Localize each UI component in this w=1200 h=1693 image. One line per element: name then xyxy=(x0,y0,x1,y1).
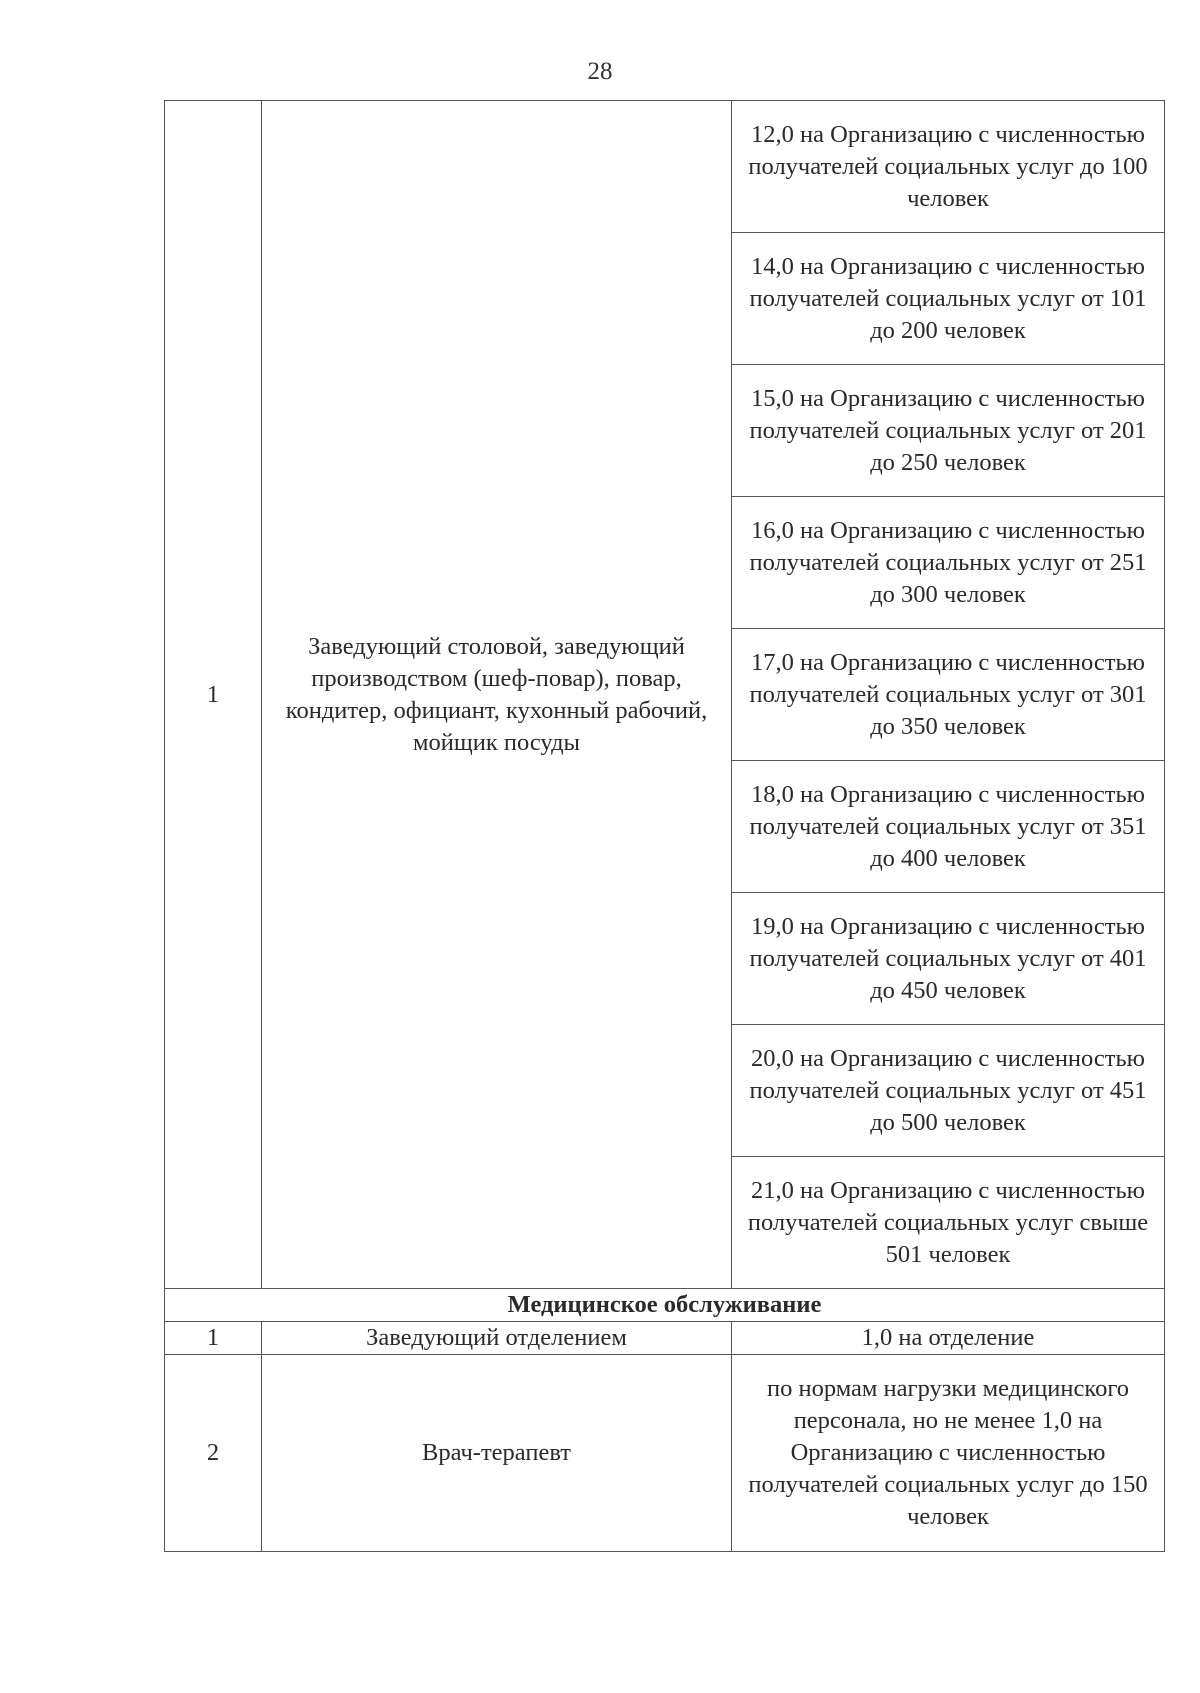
position-cell: Заведующий столовой, заведующий производством (шеф-повар), повар, кондитер, официант, кухонный рабочий, мойщик посуды xyxy=(262,101,732,1289)
position-cell: Заведующий отделением xyxy=(262,1322,732,1355)
norm-cell: 18,0 на Организацию с численностью получателей социальных услуг от 351 до 400 человек xyxy=(732,761,1165,893)
table-row xyxy=(165,101,1165,233)
table-row xyxy=(165,1355,1165,1552)
row-number-cell: 2 xyxy=(165,1355,262,1552)
row-number-cell: 1 xyxy=(165,1322,262,1355)
norm-cell: 19,0 на Организацию с численностью получателей социальных услуг от 401 до 450 человек xyxy=(732,893,1165,1025)
row-number-cell: 1 xyxy=(165,101,262,1289)
norm-cell: 17,0 на Организацию с численностью получателей социальных услуг от 301 до 350 человек xyxy=(732,629,1165,761)
norm-cell: 16,0 на Организацию с численностью получателей социальных услуг от 251 до 300 человек xyxy=(732,497,1165,629)
staff-norms-table xyxy=(164,100,1165,1552)
section-title: Медицинское обслуживание xyxy=(165,1289,1165,1322)
norm-cell: 12,0 на Организацию с численностью получателей социальных услуг до 100 человек xyxy=(732,101,1165,233)
table-row xyxy=(165,1322,1165,1355)
norm-cell: 20,0 на Организацию с численностью получателей социальных услуг от 451 до 500 человек xyxy=(732,1025,1165,1157)
position-cell: Врач-терапевт xyxy=(262,1355,732,1552)
norm-cell: 1,0 на отделение xyxy=(732,1322,1165,1355)
norm-cell: 21,0 на Организацию с численностью получателей социальных услуг свыше 501 человек xyxy=(732,1157,1165,1289)
page-number: 28 xyxy=(587,58,613,85)
norm-cell: 15,0 на Организацию с численностью получателей социальных услуг от 201 до 250 человек xyxy=(732,365,1165,497)
section-header-row xyxy=(165,1289,1165,1322)
norm-cell: по нормам нагрузки медицинского персонала, но не менее 1,0 на Организацию с численностью получателей социальных услуг до 150 человек xyxy=(732,1355,1165,1552)
norm-cell: 14,0 на Организацию с численностью получателей социальных услуг от 101 до 200 человек xyxy=(732,233,1165,365)
